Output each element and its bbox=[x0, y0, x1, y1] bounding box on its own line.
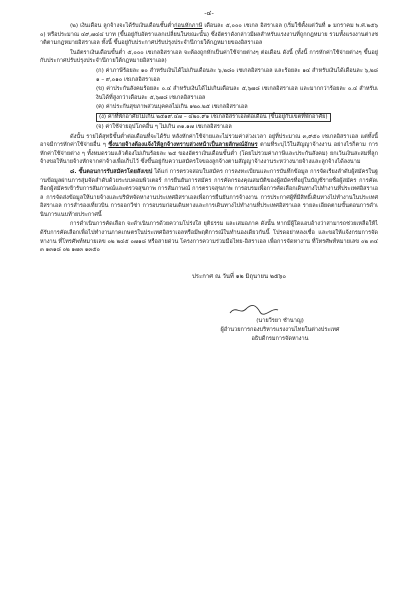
fraud-warning-paragraph: การดำเนินการคัดเลือก จะดำเนินการด้วยความโปร่งใส ยุติธรรม และเสมอภาค ดังนั้น หากมีผู้ใดแอบอ้างว่าสามารถช่วยเหลือให้ได้รับการคัดเลือกเพื่อไปทำงานภาคเกษตรในประเทศอิสราเอลหรือมีพฤติการณ์ในทำนองเดียวกันนี้ โปรดอย่าหลงเชื่อ และขอให้แจ้งกรมการจัดหางาน ที่โทรศัพท์หมายเลข ๐๒ ๒๔๕ ๐๗๑๘ หรือสายด่วน โครงการความร่วมมือไทย-อิสราเอล เพื่อการจัดหางาน ที่โทรศัพท์หมายเลข ๐๒ ๓๔๓ ๑๓๑๘ ๐๒ ๑๗๓ ๑๓๕๐ bbox=[40, 221, 378, 254]
deduction-housing-box: (ง) ค่าที่พักอาศัยไม่เกิน ๒๕๑๙.๔๗ – ๔๒๐.๙๑ เชเกลอิสราเอลต่อเดือน (ขึ้นอยู่กับเขตที่พักอาศัย) bbox=[96, 113, 331, 122]
recruitment-steps-paragraph bbox=[40, 168, 378, 220]
deduction-health-insurance: (ค) ค่าประกันสุขภาพส่วนบุคคลไม่เกิน ๑๒๐.๒๕ เชเกลอิสราเอล bbox=[96, 104, 248, 111]
announcement-date: ประกาศ ณ วันที่ ๑๒ มิถุนายน ๒๕๖๐ bbox=[192, 272, 286, 280]
deduction-other: (จ) ค่าใช้จ่ายอุปโภคอื่น ๆ ไม่เกิน ๓๑.๑๗ เชเกลอิสราเอล bbox=[96, 123, 232, 130]
recruitment-steps-heading: ๘. ขั้นตอนการรับสมัครโดยสังเขป bbox=[70, 168, 153, 175]
salary-paragraph bbox=[40, 22, 378, 48]
signatory-name: (นายวีรยา ชำนาญ) bbox=[256, 317, 304, 324]
signatory-position-1: ผู้อำนวยการกองบริหารแรงงานไทยในต่างประเทศ bbox=[220, 326, 340, 333]
deduction-tax: (ก) ค่าภาษีร้อยละ ๑๐ สำหรับเงินได้ไม่เกินเดือนละ ๖,๒๘๐ เชเกลอิสราเอล และร้อยละ ๑๔ สำหรับเงินได้เดือนละ ๖,๒๘๑ – ๙,๐๑๐ เชเกลอิสราเอล bbox=[96, 67, 378, 83]
signature-block bbox=[40, 303, 378, 344]
handwritten-signature bbox=[228, 303, 280, 317]
signatory-position-2: อธิบดีกรมการจัดหางาน bbox=[251, 335, 309, 342]
net-income-text-c: ตามที่ระบุไว้ในสัญญาจ้างงาน อย่างไรก็ตาม การหักค่าใช้จ่ายต่าง ๆ ทั้งหมดรวมแล้วต้องไม่เกินร้อยละ ๒๕ ของอัตราเงินเดือนขั้นต่ำ (โดยไม่รวมค่าภาษีและประกันสังคม) ยกเว้นเงินสะสมที่ลูกจ้างขอให้นายจ้างหักจากค่าจ้างเพื่อเก็บไว้ ซึ่งขึ้นอยู่กับความสมัครใจของลูกจ้างตามสัญญาจ้างงานระหว่างนายจ้างและลูกจ้างได้ลงนาม bbox=[40, 142, 378, 166]
salary-text-c: เดือนละ ๕,๐๐๐ เชเกล อิสราเอล (เริ่มใช้ตั้งแต่วันที่ ๑ มกราคม พ.ศ.๒๕๖๐) หรือประมาณ ๔๙,๗๔๔ บาท (ขึ้นอยู่กับอัตราแลกเปลี่ยนในขณะนั้น) ซึ่งอัตราดังกล่าวมีผลสำหรับแรงงานที่ถูกกฎหมาย รวมทั้งแรงงานต่างชาติตามกฎหมายอิสราเอล ทั้งนี้ ขึ้นอยู่กับประกาศปรับปรุงประจำปีภายใต้กฎหมายของอิสราเอล bbox=[40, 23, 379, 47]
salary-text-before-tax: ก่อนหักภาษี bbox=[174, 23, 203, 29]
deduction-housing bbox=[40, 113, 378, 122]
salary-text-a: (๒) เงินเดือน ลูกจ้างจะได้รับเงินเดือนชั้นต่ำ bbox=[70, 23, 175, 29]
deductions-intro: ในอัตราเงินเดือนขั้นต่ำ ๕,๐๐๐ เชเกลอิสราเอล จะต้องถูกหักเป็นค่าใช้จ่ายต่างๆ ต่อเดือน ดังนี้ (ทั้งนี้ การหักค่าใช้จ่ายต่างๆ ขึ้นอยู่กับประกาศปรับปรุงประจำปีภายใต้กฎหมายอิสราเอล) bbox=[40, 49, 378, 65]
net-income-notice: ซึ่งนายจ้างต้องแจ้งให้ลูกจ้างทราบล่วงหน้าเป็นลายลักษณ์อักษร bbox=[108, 142, 258, 149]
net-income-text-a: ดังนั้น รายได้สุทธิขั้นต่ำต่อเดือนที่จะได้รับ หลังหักค่าใช้จ่ายและไม่รวมค่าล่วงเวลา อยู่ที่ประมาณ ๓,๙๕๐ เชเกลอิสราเอล แต่ทั้งนี้อาจมีการหักค่าใช้จ่ายอื่น ๆ bbox=[40, 133, 378, 149]
recruitment-steps-text: ได้แก่ การตรวจสอบใบสมัคร การลงทะเบียนและการบันทึกข้อมูล การจัดเรียงลำดับผู้สมัครในฐานข้อมูลผ่านการสุ่มจัดลำดับด้วยระบบคอมพิวเตอร์ การยืนยันการสมัคร การคัดกรองคุณสมบัติของผู้สมัครที่อยู่ในบัญชีรายชื่อผู้สมัคร การคัดเลือกผู้สมัครเข้ารับการสัมภาษณ์และตรวจสุขภาพ การสัมภาษณ์ การตรวจสุขภาพ การอบรมเพื่อการคัดเลือกเดินทางไปทำงานที่ประเทศอิสราเอล การจัดส่งข้อมูลให้นายจ้างและบริษัทจัดหางานประเทศอิสราเอลเพื่อการยืนยันการจ้างงาน การประกาศผู้ที่มีสิทธิ์เดินทางไปทำงานในประเทศอิสราเอล การสำรองเที่ยวบิน การออกวีซ่า การอบรมก่อนเดินทางและการเดินทางไปทำงานที่ประเทศอิสราเอล รายละเอียดตามขั้นตอนการดำเนินการแนบท้ายประกาศนี้ bbox=[40, 168, 378, 218]
deduction-social-security: (ข) ค่าประกันสังคมร้อยละ ๐.๔ สำหรับเงินได้ไม่เกินเดือนละ ๕,๖๗๘ เชเกลอิสราเอล และมากกว่าร้อยละ ๐.๔ สำหรับเงินได้ที่สูงกว่าเดือนละ ๕,๖๗๘ เชเกลอิสราเอล bbox=[96, 86, 378, 101]
page-number: -๔- bbox=[204, 9, 214, 17]
net-income-paragraph bbox=[40, 133, 378, 167]
